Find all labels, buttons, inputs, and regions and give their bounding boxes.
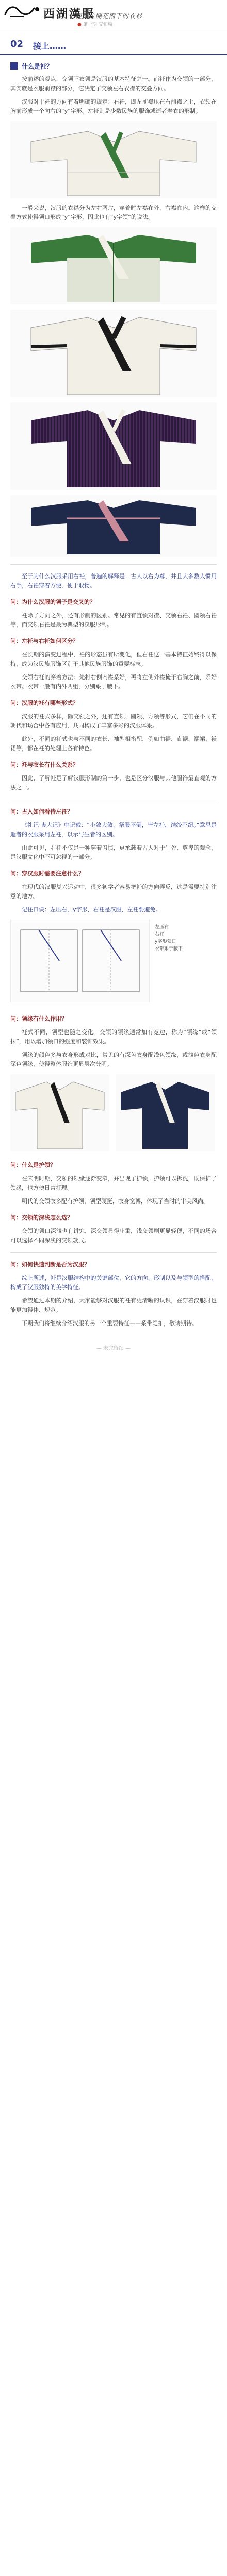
figure-striped-robe [10,402,217,490]
robe-illustration [10,495,217,557]
paragraph: 明代的交领衣多配有护领，领型硬挺，衣身宽博，体现了当时的审美风尚。 [22,1198,209,1205]
pattern-diagram [10,920,150,1002]
question: 问：为什么汉服的领子是交叉的？ [10,599,95,605]
figure-green-robe [10,227,217,304]
paragraph: 领缘的颜色多与衣身形成对比，常见的有深色衣身配浅色领缘，或浅色衣身配深色领缘，使得整体服饰更显层次分明。 [10,1052,217,1067]
header-tag [77,21,112,27]
section-number: 02 [10,39,24,49]
paragraph: 汉服对于衽的方向有着明确的规定：右衽，即左前襟压在右前襟之上，衣领在胸前形成一个向右的“y”字形。左衽则是少数民族的服饰或逝者寿衣的形制。 [10,98,217,114]
robe-illustration [10,310,217,397]
divider [10,1252,217,1253]
paragraph: 综上所述，衽是汉服结构中的关键部位，它的方向、形制以及与领型的搭配，构成了汉服独特的美学特征。 [10,1275,217,1291]
question: 问：穿汉服时需要注意什么？ [10,870,84,877]
paragraph: 因此，了解衽是了解汉服形制的第一步，也是区分汉服与其他服饰最直观的方法之一。 [10,775,217,791]
header-tag-text: 第一期·交领篇 [83,22,112,27]
question: 问：交领的深浅怎么选？ [10,1214,73,1221]
robe-illustration [10,227,217,304]
paragraph: 此外，不同的衽式也与不同的衣长、袖型相搭配，例如曲裾、直裾、襦裙、袄裙等，都在衽的处理上各有特色。 [10,736,217,752]
paragraph: 衽除了方向之外，还有形制的区别。常见的有直领对襟、交领右衽、圆领右衽等，而交领右衽是最为典型的汉服形制。 [10,612,217,628]
diagram-side-note: 左压右 右衽 y字形领口 衣带系于腋下 [155,925,183,952]
question: 问：古人如何看待左衽？ [10,808,73,815]
paragraph: 由此可见，右衽不仅是一种穿着习惯，更承载着古人对于生死、尊卑的观念，是汉服文化中不可忽视的一部分。 [10,844,217,860]
divider [10,564,217,565]
paragraph: 在长期的演变过程中，衽的形态虽有所变化，但右衽这一基本特征始终得以保持，成为汉民族服饰区别于其他民族服饰的重要标志。 [10,651,217,667]
section-header [0,39,227,55]
ink-brush-logo [3,3,43,19]
question: 问：领缘有什么作用？ [10,1015,67,1022]
robe-illustration [116,1074,215,1151]
robe-illustration [10,402,217,490]
figure-pair [10,1074,217,1154]
paragraph: 衽式不同，领型也随之变化。交领的领缘通常加有宽边，称为“领缘”或“领抹”，用以增加领口的强度和装饰效果。 [10,1029,217,1045]
header-title: 西湖漢服 [43,7,95,21]
figure-black-collar-robe [10,310,217,397]
subsection-title: 什么是衽？ [22,63,53,70]
square-bullet-icon [10,62,18,70]
figure-white-robe [10,121,217,198]
question: 问：如何快速判断是否为汉服？ [10,1261,90,1268]
paragraph: 交领右衽的穿着方法：先将右侧内襟系好，再将左侧外襟掩于右胸之前，系好衣带。衣带一般有内外两组，分别系于腋下。 [10,674,217,690]
paragraph: 在现代的汉服复兴运动中，很多初学者容易把衽的方向弄反，这是需要特别注意的地方。 [10,884,217,900]
figure-pattern-diagram [10,920,217,1007]
paragraph: 希望通过本期的介绍，大家能够对汉服的衽有更清晰的认识，在穿着汉服时也能更加得体、规范。 [10,1297,217,1313]
figure-cell [10,1074,111,1154]
question: 问：什么是护领？ [10,1162,56,1168]
spacer [0,1357,227,1367]
figure-navy-robe [10,495,217,557]
header-slogan: 輕輕拉開花雨下的衣衫 [75,12,143,20]
paragraph: 按前述的观点，交领下衣领是汉服的基本特征之一。而衽作为交领的一部分，其实就是衣服前襟的部分，它决定了交领左右衣襟的交叠方向。 [10,76,217,92]
section-title: 接上…… [33,41,67,51]
paragraph: 在宋明时期，交领的领缘逐渐变窄，并出现了护领，护领可以拆洗，既保护了领缘，也方便日常打理。 [10,1175,217,1191]
paragraph: 交领的领口深浅也有讲究，深交领显得庄重，浅交领则更显轻便，不同的场合可以选择不同深浅的交领款式。 [10,1228,217,1244]
footer-note: — 未完待续 — [96,1346,131,1351]
paragraph: 记住口诀：左压右，y字形，右衽是汉服，左衽要避免。 [22,906,161,913]
robe-illustration [10,121,217,198]
question: 问：汉服的衽有哪些形式？ [10,700,78,706]
page-header [0,0,227,31]
robe-illustration [10,1074,109,1151]
question: 问：衽与衣长有什么关系？ [10,761,78,768]
question: 问：左衽与右衽如何区分？ [10,638,78,645]
subsection-header [10,61,227,71]
paragraph: 一般来说，汉服的衣襟分为左右两片，穿着时左襟在外、右襟在内。这样的交叠方式使得领口形成“y”字形，因此也有“y字领”的说法。 [10,205,217,221]
paragraph: 汉服的衽式多样，除交领之外，还有直领、圆领、方领等形式，它们在不同的朝代和场合中各有应用，共同构成了丰富多彩的汉服体系。 [10,713,217,729]
paragraph: 下期我们将继续介绍汉服的另一个重要特征——系带隐扣，敬请期待。 [22,1320,198,1327]
tag-dot-icon: ● [77,22,82,27]
paragraph: 《礼记·丧大记》中记载：“小敛大敛，祭服不倒，皆左衽，结绞不纽。”意思是逝者的衣服采用左衽，以示与生者的区别。 [10,822,217,838]
paragraph: 至于为什么汉服采用右衽，普遍的解释是：古人以右为尊，并且大多数人惯用右手，右衽穿着方便，便于取物。 [10,573,217,589]
figure-cell [116,1074,217,1154]
